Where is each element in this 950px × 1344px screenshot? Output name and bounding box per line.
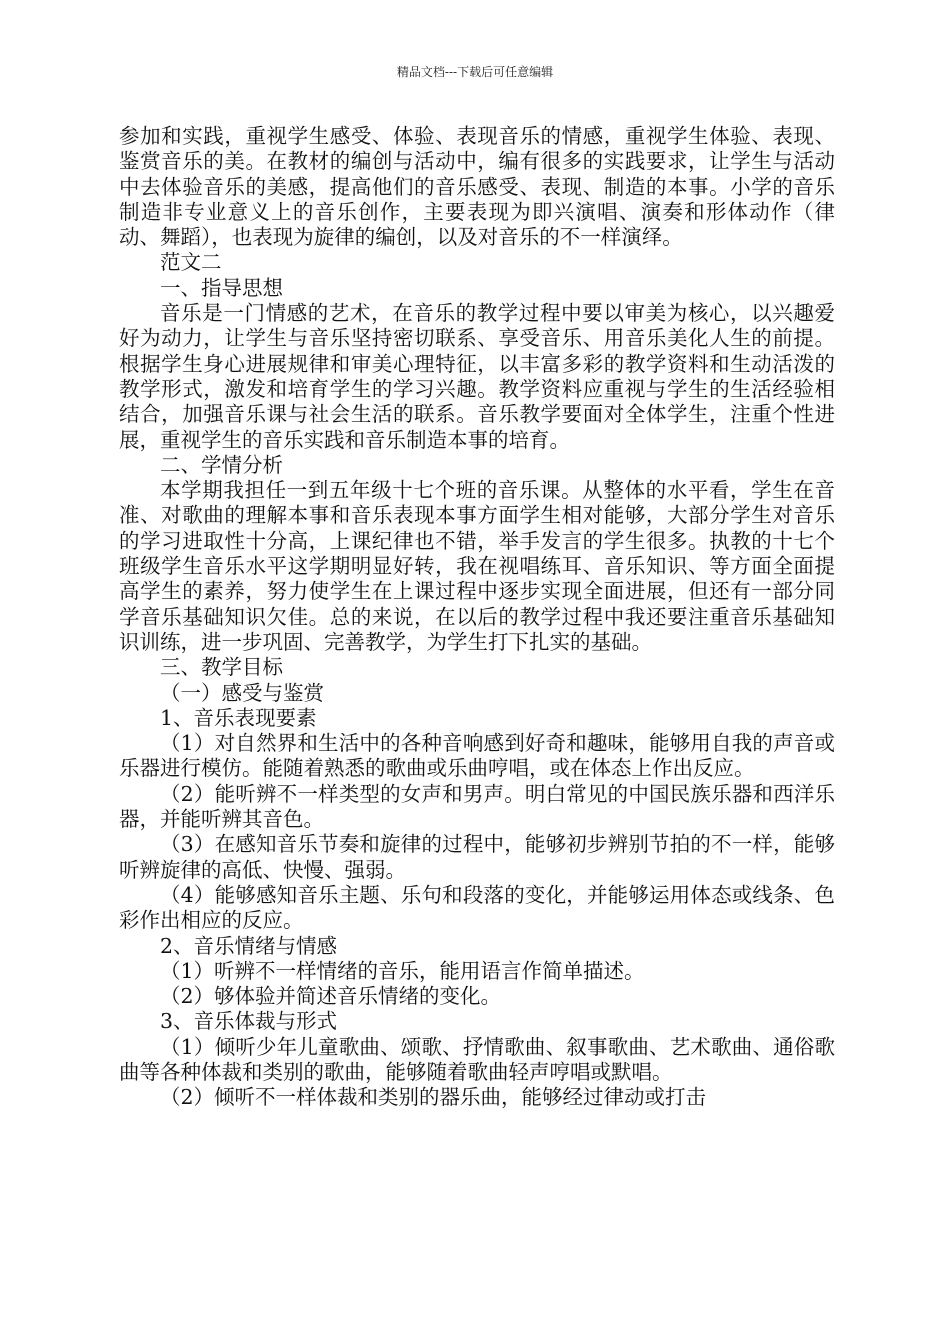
subheading-music-elements: 1、音乐表现要素: [160, 705, 317, 730]
heading-guiding-thought: 一、指导思想: [160, 275, 283, 300]
list-item: （1）听辨不一样情绪的音乐，能用语言作简单描述。: [160, 958, 645, 983]
subheading-feel-appreciate: （一）感受与鉴赏: [160, 680, 324, 705]
subheading-genre-form: 3、音乐体裁与形式: [160, 1009, 338, 1034]
document-body: [119, 124, 835, 1111]
subheading-emotion: 2、音乐情绪与情感: [160, 933, 338, 958]
page-header: 精品文档---下载后可任意编辑: [396, 65, 554, 79]
paragraph: 音乐是一门情感的艺术，在音乐的教学过程中要以审美为核心，以兴趣爱好为动力，让学生与音乐坚持密切联系、享受音乐、用音乐美化人生的前提。根据学生身心进展规律和审美心理特征，以丰富多彩的教学资料和生动活泼的教学形式，激发和培育学生的学习兴趣。教学资料应重视与学生的生活经验相结合，加强音乐课与社会生活的联系。音乐教学要面对全体学生，注重个性进展，重视学生的音乐实践和音乐制造本事的培育。: [119, 301, 835, 452]
list-item: （1）倾听少年儿童歌曲、颂歌、抒情歌曲、叙事歌曲、艺术歌曲、通俗歌曲等各种体裁和类别的歌曲，能够随着歌曲轻声哼唱或默唱。: [119, 1034, 835, 1084]
section-title-fanwen-2: 范文二: [160, 250, 222, 275]
list-item: （2）倾听不一样体裁和类别的器乐曲，能够经过律动或打击: [160, 1085, 707, 1110]
heading-teaching-goals: 三、教学目标: [160, 655, 283, 680]
paragraph: 本学期我担任一到五年级十七个班的音乐课。从整体的水平看，学生在音准、对歌曲的理解本事和音乐表现本事方面学生相对能够，大部分学生对音乐的学习进取性十分高，上课纪律也不错，举手发言的学生很多。执教的十七个班级学生音乐水平这学期明显好转，我在视唱练耳、音乐知识、等方面全面提高学生的素养，努力使学生在上课过程中逐步实现全面进展，但还有一部分同学音乐基础知识欠佳。总的来说，在以后的教学过程中我还要注重音乐基础知识训练，进一步巩固、完善教学，为学生打下扎实的基础。: [119, 478, 835, 654]
paragraph: 参加和实践，重视学生感受、体验、表现音乐的情感，重视学生体验、表现、鉴赏音乐的美。在教材的编创与活动中，编有很多的实践要求，让学生与活动中去体验音乐的美感，提高他们的音乐感受、表现、制造的本事。小学的音乐制造非专业意义上的音乐创作，主要表现为即兴演唱、演奏和形体动作（律动、舞蹈），也表现为旋律的编创，以及对音乐的不一样演绎。: [119, 124, 835, 250]
list-item: （4）能够感知音乐主题、乐句和段落的变化，并能够运用体态或线条、色彩作出相应的反应。: [119, 882, 835, 933]
list-item: （2）能听辨不一样类型的女声和男声。明白常见的中国民族乐器和西洋乐器，并能听辨其音色。: [119, 781, 835, 832]
list-item: （3）在感知音乐节奏和旋律的过程中，能够初步辨别节拍的不一样，能够听辨旋律的高低、快慢、强弱。: [119, 832, 835, 882]
list-item: （1）对自然界和生活中的各种音响感到好奇和趣味，能够用自我的声音或乐器进行模仿。能随着熟悉的歌曲或乐曲哼唱，或在体态上作出反应。: [119, 731, 835, 781]
list-item: （2）够体验并简述音乐情绪的变化。: [160, 984, 502, 1009]
heading-student-analysis: 二、学情分析: [160, 452, 283, 477]
